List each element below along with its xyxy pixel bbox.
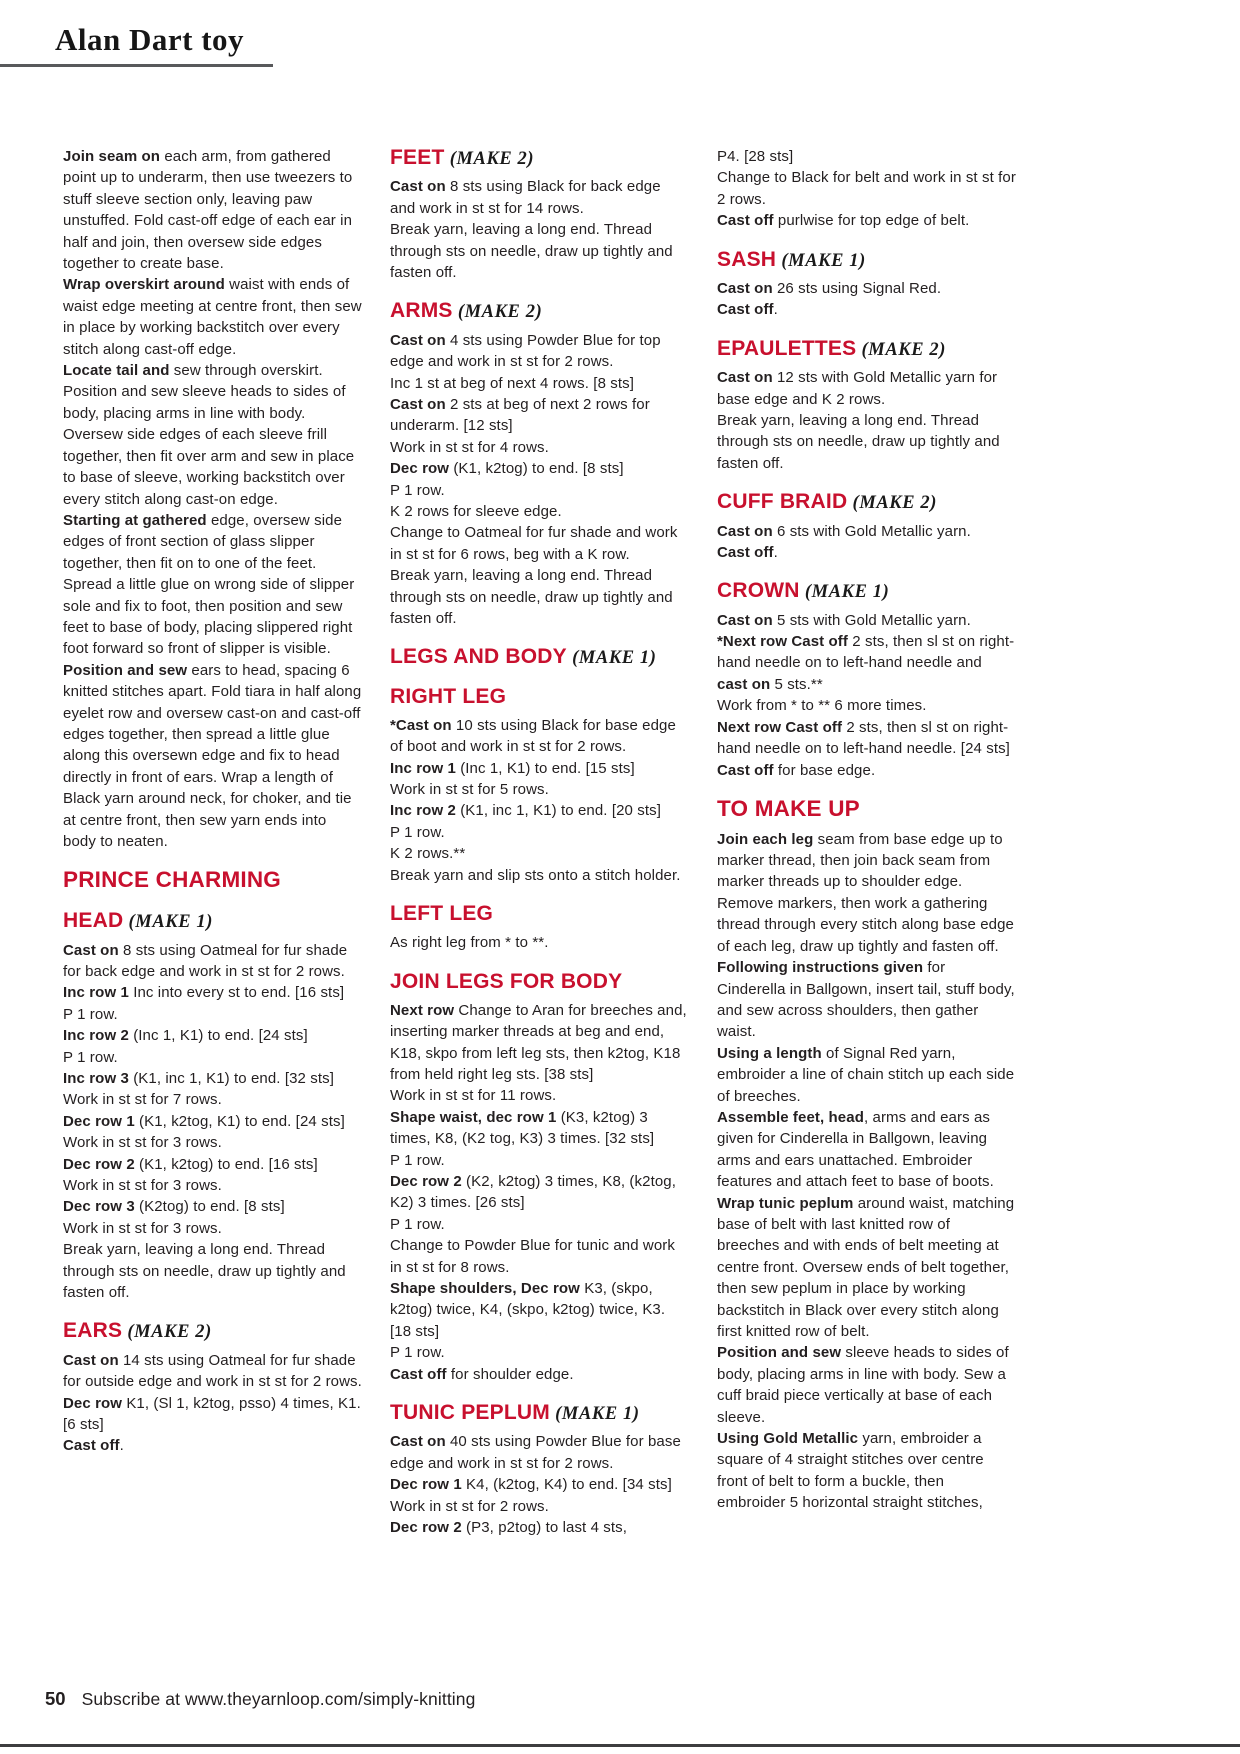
instruction-paragraph (390, 822, 689, 843)
make-count-label: (MAKE 2) (856, 339, 946, 360)
instruction-paragraph (717, 367, 1016, 410)
instruction-paragraph (717, 521, 1016, 542)
body-text: (Inc 1, K1) to end. [15 sts] (460, 759, 635, 777)
bold-lead-in: Join seam on (63, 148, 165, 165)
instruction-paragraph (717, 542, 1016, 563)
instruction-paragraph (390, 843, 689, 864)
body-text: As right leg from * to **. (390, 934, 549, 952)
bold-lead-in: Following instructions given (717, 959, 928, 977)
instruction-paragraph (63, 1025, 362, 1046)
body-text: . (773, 543, 778, 561)
bold-lead-in: *Next row Cast off (717, 633, 853, 651)
heading-ears (63, 1319, 362, 1342)
instruction-paragraph (717, 760, 1016, 781)
body-text: 5 sts.** (774, 675, 823, 693)
bold-lead-in: Wrap overskirt around (63, 276, 230, 294)
instruction-paragraph (63, 1218, 362, 1239)
bold-lead-in: Cast on (390, 395, 450, 413)
body-text: 8 sts using Oatmeal for fur shade for back edge and work in st st for 2 rows. (63, 941, 348, 980)
instruction-paragraph (390, 565, 689, 629)
body-text: 40 sts using Powder Blue for base edge and work in st st for 2 rows. (390, 1433, 681, 1472)
instruction-paragraph (390, 437, 689, 458)
body-text: (K2tog) to end. [8 sts] (139, 1198, 285, 1216)
instruction-paragraph (390, 522, 689, 565)
bold-lead-in: Cast off (717, 212, 778, 230)
instruction-paragraph (63, 1004, 362, 1025)
instruction-paragraph (390, 800, 689, 821)
instruction-paragraph (390, 1171, 689, 1214)
instruction-paragraph (390, 219, 689, 283)
body-text: waist with ends of waist edge meeting at centre front, then sew in place by working backstitch over every stitch along cast-off edge. (63, 276, 362, 358)
bold-lead-in: Cast on (390, 1433, 450, 1451)
body-text: 4 sts using Powder Blue for top edge and work in st st for 2 rows. (390, 331, 661, 371)
instruction-paragraph (717, 210, 1016, 231)
footer (45, 1688, 475, 1710)
heading-text: LEGS AND BODY (390, 645, 567, 669)
body-text: purlwise for top edge of belt. (777, 212, 970, 230)
instruction-paragraph (717, 167, 1016, 210)
heading-text: EARS (63, 1319, 123, 1343)
instruction-paragraph (390, 1085, 689, 1106)
bold-lead-in: Cast off (717, 761, 778, 779)
body-text: Change to Black for belt and work in st st for 2 rows. (717, 169, 1016, 208)
bold-lead-in: Cast off (63, 1437, 120, 1455)
bold-lead-in: cast on (717, 675, 775, 693)
heading-join-legs-for-body (390, 970, 689, 993)
body-text: . (773, 301, 778, 319)
body-text: Break yarn, leaving a long end. Thread through sts on needle, draw up tightly and fasten off. (390, 221, 673, 281)
body-text: Work in st st for 2 rows. (390, 1497, 549, 1515)
instruction-paragraph (717, 1428, 1016, 1514)
columns (63, 146, 1016, 1538)
body-text: P 1 row. (390, 823, 445, 841)
body-text: Work in st st for 4 rows. (390, 438, 549, 456)
bold-lead-in: Cast on (717, 611, 777, 629)
make-count-label: (MAKE 1) (799, 582, 890, 603)
instruction-paragraph (717, 631, 1016, 695)
heading-head (63, 909, 362, 932)
heading-crown (717, 579, 1016, 602)
bold-lead-in: Cast off (390, 1365, 451, 1383)
instruction-paragraph (390, 373, 689, 394)
body-text: Work in st st for 7 rows. (63, 1091, 222, 1109)
bold-lead-in: Shape shoulders, Dec row (390, 1279, 585, 1297)
body-text: Work in st st for 11 rows. (390, 1087, 557, 1105)
heading-text: RIGHT LEG (390, 684, 507, 708)
make-count-label: (MAKE 1) (776, 250, 866, 271)
page-number: 50 (45, 1688, 66, 1709)
instruction-paragraph (63, 1350, 362, 1393)
instruction-paragraph (63, 1047, 362, 1068)
body-text: P 1 row. (390, 1215, 445, 1233)
instruction-paragraph (63, 1196, 362, 1217)
body-text: yarn, embroider a square of 4 straight stitches over centre front of belt to form a buckle, then embroider 5 horizontal straight stitches, (717, 1430, 984, 1512)
body-text: Break yarn, leaving a long end. Thread through sts on needle, draw up tightly and fasten off. (717, 411, 1000, 472)
instruction-paragraph (390, 1496, 689, 1517)
body-text: Inc into every st to end. [16 sts] (133, 984, 345, 1002)
bold-lead-in: *Cast on (390, 716, 456, 734)
body-text: sleeve heads to sides of body, placing arms in line with body. Sew a cuff braid piece vertically at base of each sleeve. (717, 1344, 1009, 1426)
body-text: 2 sts, then sl st on right-hand needle on to left-hand needle and (717, 633, 1015, 672)
bold-lead-in: Dec row 2 (390, 1172, 467, 1190)
heading-prince-charming (63, 868, 362, 893)
body-text: Change to Aran for breeches and, inserting marker threads at beg and end, K18, skpo from left leg sts, then k2tog, K18 from held right leg sts. [38 sts] (390, 1001, 687, 1083)
instruction-paragraph (390, 715, 689, 758)
bold-lead-in: Cast on (717, 522, 777, 540)
bold-lead-in: Wrap tunic peplum (717, 1194, 858, 1212)
bold-lead-in: Cast on (63, 941, 123, 959)
bottom-rule (0, 1744, 1240, 1747)
instruction-paragraph (390, 1364, 689, 1385)
heading-arms (390, 299, 689, 322)
body-text: (K3, k2tog) 3 times, K8, (K2 tog, K3) 3 times. [32 sts] (390, 1108, 655, 1148)
body-text: (K1, inc 1, K1) to end. [32 sts] (133, 1069, 334, 1087)
heading-text: HEAD (63, 909, 124, 933)
instruction-paragraph (63, 510, 362, 660)
instruction-paragraph (63, 1089, 362, 1110)
instruction-paragraph (390, 1342, 689, 1363)
heading-feet (390, 146, 689, 169)
instruction-paragraph (63, 274, 362, 360)
body-text: for base edge. (777, 761, 876, 779)
body-text: Work in st st for 3 rows. (63, 1176, 222, 1194)
body-text: 10 sts using Black for base edge of boot and work in st st for 2 rows. (390, 716, 676, 756)
instruction-paragraph (390, 1431, 689, 1474)
body-text: each arm, from gathered point up to underarm, then use tweezers to stuff sleeve section only, leaving paw unstuffed. Fold cast-off edge of each ear in half and join, then oversew side edges together to create base. (63, 148, 353, 273)
body-text: 2 sts at beg of next 2 rows for underarm. [12 sts] (390, 395, 650, 435)
heading-text: TUNIC PEPLUM (390, 1401, 550, 1424)
instruction-paragraph (63, 660, 362, 853)
bold-lead-in: Cast off (717, 543, 774, 561)
instruction-paragraph (717, 957, 1016, 1043)
bold-lead-in: Cast on (390, 178, 450, 196)
bold-lead-in: Cast on (390, 331, 450, 349)
heading-left-leg (390, 902, 689, 925)
body-text: P 1 row. (390, 481, 445, 499)
instruction-paragraph (63, 1393, 362, 1436)
heading-text: ARMS (390, 299, 453, 323)
body-text: Break yarn and slip sts onto a stitch holder. (390, 866, 681, 884)
body-text: 8 sts using Black for back edge and work in st st for 14 rows. (390, 178, 661, 217)
body-text: K3, (skpo, k2tog) twice, K4, (skpo, k2tog) twice, K3. [18 sts] (390, 1279, 666, 1340)
instruction-paragraph (717, 1107, 1016, 1193)
body-text: K 2 rows.** (390, 845, 466, 863)
bold-lead-in: Next row Cast off (717, 718, 847, 736)
body-text: K1, (Sl 1, k2tog, psso) 4 times, K1. [6 sts] (63, 1394, 361, 1433)
body-text: of Signal Red yarn, embroider a line of chain stitch up each side of breeches. (717, 1044, 1015, 1105)
instruction-paragraph (390, 176, 689, 219)
instruction-paragraph (717, 1342, 1016, 1428)
heading-epaulettes (717, 337, 1016, 360)
body-text: 12 sts with Gold Metallic yarn for base edge and K 2 rows. (717, 369, 998, 408)
make-count-label: (MAKE 1) (549, 1404, 640, 1424)
instruction-paragraph (717, 717, 1016, 760)
body-text: Break yarn, leaving a long end. Thread through sts on needle, draw up tightly and fasten off. (63, 1241, 346, 1301)
body-text: (K1, k2tog, K1) to end. [24 sts] (139, 1112, 345, 1130)
instruction-paragraph (390, 1150, 689, 1171)
body-text: Inc 1 st at beg of next 4 rows. [8 sts] (390, 374, 635, 392)
bold-lead-in: Dec row 1 (390, 1476, 467, 1494)
body-text: Work in st st for 3 rows. (63, 1134, 222, 1152)
body-text: seam from base edge up to marker thread, then join back seam from marker threads up to shoulder edge. Remove markers, then work a gathering thread through every stitch along base edge of each leg, draw up tightly and fasten off. (717, 830, 1014, 955)
body-text: around waist, matching base of belt with last knitted row of breeches and with ends of belt meeting at centre front. Oversew ends of belt together, then sew peplum in place by working backstitch in Black over every stitch along first knitted row of belt. (717, 1194, 1015, 1340)
bold-lead-in: Inc row 2 (390, 802, 461, 820)
heading-text: TO MAKE UP (717, 795, 860, 821)
text-column-1 (63, 146, 362, 1457)
heading-text: FEET (390, 146, 445, 169)
body-text: sew through overskirt. Position and sew sleeve heads to sides of body, placing arms in line with body. Oversew side edges of each sleeve frill together, then fit over arm and sew in place to base of sleeve, working backstitch over every stitch along cast-on edge. (63, 362, 355, 508)
body-text: ears to head, spacing 6 knitted stitches apart. Fold tiara in half along eyelet row and oversew cast-on and cast-off edges together, then spread a little glue along this oversewn edge and fix to head directly in front of ears. Wrap a length of Black yarn around neck, for choker, and tie at centre front, then sew yarn ends into body to neaten. (63, 661, 362, 850)
body-text: 5 sts with Gold Metallic yarn. (776, 611, 971, 629)
heading-to-make-up (717, 797, 1016, 822)
body-text: Change to Powder Blue for tunic and work in st st for 8 rows. (390, 1237, 675, 1276)
body-text: (K1, k2tog) to end. [8 sts] (453, 460, 624, 478)
bold-lead-in: Cast off (717, 301, 774, 319)
bold-lead-in: Inc row 2 (63, 1027, 134, 1045)
bold-lead-in: Cast on (717, 279, 777, 297)
instruction-paragraph (390, 1000, 689, 1086)
heading-text: PRINCE CHARMING (63, 867, 282, 893)
bold-lead-in: Cast on (63, 1351, 123, 1369)
make-count-label: (MAKE 1) (123, 912, 214, 933)
instruction-paragraph (63, 1068, 362, 1089)
body-text: P 1 row. (390, 1151, 445, 1169)
heading-text: CUFF BRAID (717, 490, 848, 514)
instruction-paragraph (390, 932, 689, 953)
bold-lead-in: Join each leg (717, 830, 818, 848)
heading-text: CROWN (717, 579, 800, 603)
instruction-paragraph (717, 410, 1016, 474)
body-text: 14 sts using Oatmeal for fur shade for outside edge and work in st st for 2 rows. (63, 1351, 362, 1391)
make-count-label: (MAKE 2) (122, 1322, 212, 1343)
text-column-3 (717, 146, 1016, 1514)
instruction-paragraph (717, 278, 1016, 299)
bold-lead-in: Dec row 1 (63, 1112, 140, 1130)
bold-lead-in: Inc row 3 (63, 1069, 134, 1087)
bold-lead-in: Dec row 3 (63, 1198, 140, 1216)
instruction-paragraph (390, 1474, 689, 1495)
body-text: Break yarn, leaving a long end. Thread through sts on needle, draw up tightly and fasten off. (390, 567, 673, 627)
body-text: , arms and ears as given for Cinderella in Ballgown, leaving arms and ears unattached. Embroider features and attach feet to base of boots. (717, 1108, 994, 1191)
body-text: edge, oversew side edges of front section of glass slipper together, then fit on to one of the feet. Spread a little glue on wrong side of slipper sole and fix to foot, then position and sew feet to base of body, placing slippered right foot forward so front of slipper is visible. (63, 511, 355, 658)
instruction-paragraph (717, 610, 1016, 631)
instruction-paragraph (717, 299, 1016, 320)
bold-lead-in: Position and sew (717, 1344, 846, 1362)
bold-lead-in: Shape waist, dec row 1 (390, 1108, 561, 1126)
bold-lead-in: Next row (390, 1001, 459, 1019)
instruction-paragraph (390, 865, 689, 886)
body-text: Change to Oatmeal for fur shade and work in st st for 6 rows, beg with a K row. (390, 524, 678, 563)
instruction-paragraph (390, 779, 689, 800)
bold-lead-in: Using Gold Metallic (717, 1430, 863, 1448)
make-count-label: (MAKE 1) (566, 648, 657, 669)
heading-text: LEFT LEG (390, 902, 494, 926)
bold-lead-in: Dec row (390, 460, 454, 478)
heading-legs-and-body (390, 645, 689, 668)
instruction-paragraph (63, 360, 362, 510)
bold-lead-in: Inc row 1 (63, 984, 134, 1002)
bold-lead-in: Dec row 2 (390, 1518, 467, 1536)
body-text: K 2 rows for sleeve edge. (390, 502, 562, 520)
instruction-paragraph (390, 394, 689, 437)
instruction-paragraph (717, 829, 1016, 957)
body-text: 2 sts, then sl st on right-hand needle on to left-hand needle. [24 sts] (717, 718, 1010, 758)
instruction-paragraph (63, 1239, 362, 1303)
instruction-paragraph (717, 695, 1016, 716)
heading-right-leg (390, 685, 689, 708)
make-count-label: (MAKE 2) (452, 302, 543, 323)
bold-lead-in: Position and sew (63, 661, 192, 679)
body-text: Work in st st for 3 rows. (63, 1219, 222, 1237)
body-text: P 1 row. (63, 1005, 118, 1023)
instruction-paragraph (390, 458, 689, 479)
instruction-paragraph (63, 1111, 362, 1132)
body-text: (Inc 1, K1) to end. [24 sts] (133, 1027, 308, 1045)
instruction-paragraph (63, 146, 362, 274)
instruction-paragraph (390, 480, 689, 501)
instruction-paragraph (717, 1043, 1016, 1107)
instruction-paragraph (63, 1154, 362, 1175)
bold-lead-in: Locate tail and (63, 362, 174, 380)
body-text: K4, (k2tog, K4) to end. [34 sts] (466, 1476, 672, 1494)
heading-text: JOIN LEGS FOR BODY (390, 969, 623, 993)
body-text: 6 sts with Gold Metallic yarn. (776, 522, 971, 540)
body-text: P 1 row. (63, 1048, 118, 1066)
text-column-2 (390, 146, 689, 1538)
instruction-paragraph (63, 1132, 362, 1153)
body-text: (P3, p2tog) to last 4 sts, (466, 1518, 628, 1536)
instruction-paragraph (63, 1435, 362, 1456)
make-count-label: (MAKE 2) (847, 493, 938, 514)
heading-tunic-peplum (390, 1401, 689, 1424)
instruction-paragraph (717, 146, 1016, 167)
masthead-rule (0, 64, 273, 67)
masthead (55, 22, 244, 58)
instruction-paragraph (390, 1278, 689, 1342)
instruction-paragraph (390, 1235, 689, 1278)
page-title: Alan Dart toy (55, 22, 245, 57)
instruction-paragraph (390, 1214, 689, 1235)
heading-cuff-braid (717, 490, 1016, 513)
bold-lead-in: Dec row 2 (63, 1155, 140, 1173)
body-text: Work from * to ** 6 more times. (717, 697, 927, 715)
instruction-paragraph (390, 758, 689, 779)
body-text: (K1, k2tog) to end. [16 sts] (139, 1155, 318, 1173)
heading-text: EPAULETTES (717, 336, 857, 360)
bold-lead-in: Starting at gathered (63, 511, 211, 529)
body-text: P 1 row. (390, 1344, 445, 1362)
instruction-paragraph (63, 940, 362, 983)
heading-sash (717, 248, 1016, 271)
instruction-paragraph (390, 501, 689, 522)
body-text: 26 sts using Signal Red. (776, 279, 942, 297)
instruction-paragraph (63, 982, 362, 1003)
instruction-paragraph (390, 1517, 689, 1538)
bold-lead-in: Assemble feet, head (717, 1108, 864, 1126)
body-text: for Cinderella in Ballgown, insert tail, stuff body, and sew across shoulders, then gather waist. (717, 959, 1015, 1041)
subscribe-text: Subscribe at www.theyarnloop.com/simply-knitting (81, 1689, 476, 1709)
body-text: (K1, inc 1, K1) to end. [20 sts] (460, 802, 661, 820)
make-count-label: (MAKE 2) (444, 149, 535, 169)
body-text: for shoulder edge. (450, 1365, 574, 1383)
body-text: . (119, 1437, 124, 1455)
instruction-paragraph (390, 1107, 689, 1150)
heading-text: SASH (717, 247, 777, 271)
body-text: P4. [28 sts] (717, 148, 794, 165)
body-text: Work in st st for 5 rows. (390, 781, 549, 799)
bold-lead-in: Cast on (717, 369, 777, 387)
body-text: (K2, k2tog) 3 times, K8, (k2tog, K2) 3 times. [26 sts] (390, 1172, 676, 1212)
bold-lead-in: Inc row 1 (390, 759, 461, 777)
bold-lead-in: Using a length (717, 1044, 827, 1062)
instruction-paragraph (63, 1175, 362, 1196)
bold-lead-in: Dec row (63, 1394, 127, 1412)
instruction-paragraph (717, 1193, 1016, 1343)
instruction-paragraph (390, 330, 689, 373)
